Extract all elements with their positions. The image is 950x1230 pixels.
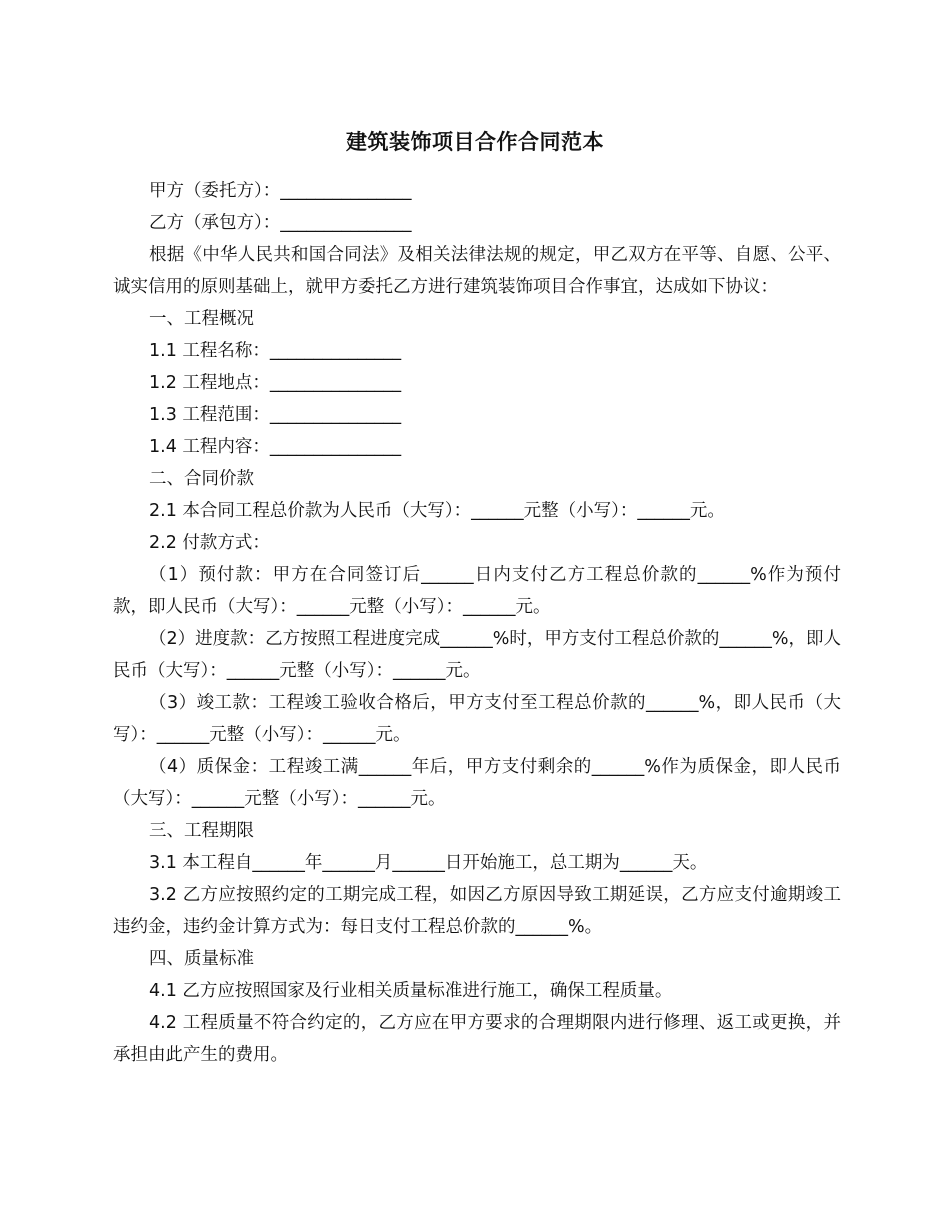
section-heading-project-overview: 一、工程概况	[149, 309, 254, 329]
section-heading-contract-price: 二、合同价款	[149, 469, 254, 489]
clause-1-4: 1.4 工程内容：_______________	[149, 437, 402, 457]
clause-1-3: 1.3 工程范围：_______________	[149, 405, 402, 425]
clause-2-1: 2.1 本合同工程总价款为人民币（大写）：______元整（小写）：______元。	[149, 501, 725, 521]
clause-2-2-4-warranty-deposit: （4）质保金：工程竣工满______年后，甲方支付剩余的______%作为质保金，即人民币（大写）：______元整（小写）：______元。	[113, 757, 841, 809]
clause-1-1: 1.1 工程名称：_______________	[149, 341, 402, 361]
section-heading-quality-standard: 四、质量标准	[149, 949, 254, 969]
clause-2-2-2-progress-payment: （2）进度款：乙方按照工程进度完成______%时，甲方支付工程总价款的______%，即人民币（大写）：______元整（小写）：______元。	[113, 629, 841, 681]
clause-3-2: 3.2 乙方应按照约定的工期完成工程，如因乙方原因导致工期延误，乙方应支付逾期竣工违约金，违约金计算方式为：每日支付工程总价款的______%。	[113, 885, 841, 937]
document-body	[113, 175, 841, 1071]
clause-4-2: 4.2 工程质量不符合约定的，乙方应在甲方要求的合理期限内进行修理、返工或更换，并承担由此产生的费用。	[113, 1013, 841, 1065]
clause-3-1: 3.1 本工程自______年______月______日开始施工，总工期为______天。	[149, 853, 708, 873]
party-a-line: 甲方（委托方）：_______________	[149, 181, 412, 201]
document-title: 建筑装饰项目合作合同范本	[346, 130, 604, 154]
clause-2-2-3-completion-payment: （3）竣工款：工程竣工验收合格后，甲方支付至工程总价款的______%，即人民币（大写）：______元整（小写）：______元。	[113, 693, 841, 745]
clause-4-1: 4.1 乙方应按照国家及行业相关质量标准进行施工，确保工程质量。	[149, 981, 673, 1001]
clause-2-2-1-advance-payment: （1）预付款：甲方在合同签订后______日内支付乙方工程总价款的______%作为预付款，即人民币（大写）：______元整（小写）：______元。	[113, 565, 841, 617]
clause-1-2: 1.2 工程地点：_______________	[149, 373, 402, 393]
section-heading-project-period: 三、工程期限	[149, 821, 254, 841]
clause-2-2: 2.2 付款方式：	[149, 533, 270, 553]
party-b-line: 乙方（承包方）：_______________	[149, 213, 412, 233]
preamble-paragraph: 根据《中华人民共和国合同法》及相关法律法规的规定，甲乙双方在平等、自愿、公平、诚实信用的原则基础上，就甲方委托乙方进行建筑装饰项目合作事宜，达成如下协议：	[113, 245, 841, 297]
